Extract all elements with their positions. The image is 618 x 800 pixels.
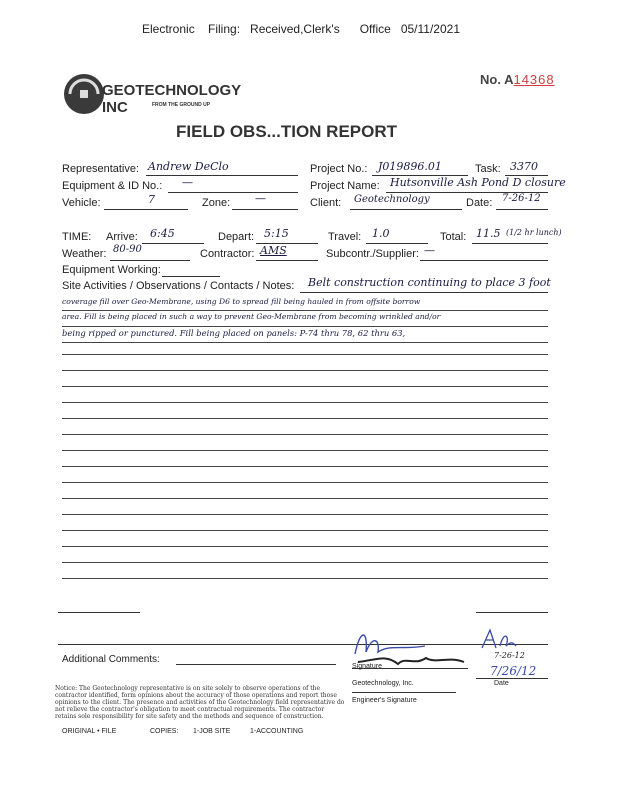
weather-label: Weather: (62, 248, 107, 260)
distribution-copies: COPIES: (150, 728, 179, 735)
date-value-2: 7/26/12 (490, 664, 537, 678)
zone-value: — (255, 192, 266, 205)
company-logo (62, 72, 241, 118)
task-label: Task: (475, 163, 501, 175)
equipment-id-label: Equipment & ID No.: (62, 180, 163, 192)
contractor-value: AMS (260, 244, 287, 257)
zone-label: Zone: (202, 197, 231, 209)
time-label: TIME: (62, 231, 92, 243)
notes-line-2: coverage fill over Geo-Membrane, using D6 to spread fill being hauled in from offsite borrow (62, 297, 421, 306)
logo-brand: GEOTECHNOLOGY INC (102, 82, 241, 116)
signature-label: Signature (352, 663, 382, 670)
notes-label: Site Activities / Observations / Contacts / Notes: (62, 280, 295, 292)
equipment-working-label: Equipment Working: (62, 264, 161, 276)
client-value: Geotechnology (354, 194, 430, 205)
project-name-value: Hutsonville Ash Pond D closure (390, 176, 566, 189)
depart-label: Depart: (218, 231, 255, 243)
logo-tagline: FROM THE GROUND UP (152, 102, 211, 108)
contractor-label: Contractor: (200, 248, 255, 260)
subcontractor-value: — (424, 244, 435, 257)
project-no-label: Project No.: (310, 163, 368, 175)
notes-line-4: being ripped or punctured. Fill being placed on panels: P-74 thru 78, 62 thru 63, (62, 328, 406, 338)
client-label: Client: (310, 197, 342, 209)
distribution-job-site: 1-JOB SITE (193, 728, 231, 735)
report-number (480, 72, 555, 87)
company-label: Geotechnology, Inc. (352, 680, 414, 687)
notes-line-3: area. Fill is being placed in such a way to prevent Geo-Membrane from becoming wrinkled and/or (62, 312, 441, 321)
report-number-value: 14368 (513, 72, 555, 87)
initials-scribble (478, 626, 518, 652)
project-name-label: Project Name: (310, 180, 380, 192)
representative-value: Andrew DeClo (148, 160, 229, 173)
subcontractor-label: Subcontr./Supplier: (326, 248, 419, 260)
representative-label: Representative: (62, 163, 140, 175)
notice-text: Notice: The Geotechnology representative is on site solely to observe operations of the contractor identified, form opinions about the accuracy of those operations and report those opinions to the client. The presence and activities of the Geotechnology field representative do not relieve the contractor's obligation to meet contractual requirements. The contractor retains sole responsibility for site safety and the methods and sequence of construction. (55, 685, 345, 720)
vehicle-value: 7 (148, 193, 155, 206)
notes-line-1: Belt construction continuing to place 3 foot (308, 276, 551, 289)
total-note: (1/2 hr lunch) (506, 228, 562, 237)
project-no-value: J019896.01 (378, 160, 442, 173)
distribution-accounting: 1-ACCOUNTING (250, 728, 304, 735)
travel-label: Travel: (328, 231, 362, 243)
travel-value: 1.0 (372, 227, 390, 240)
total-label: Total: (440, 231, 467, 243)
filing-stamp: Electronic Filing: Received,Clerk's Office 05/11/2021 (142, 22, 460, 36)
distribution-original: ORIGINAL • FILE (62, 728, 117, 735)
date-value: 7-26-12 (502, 193, 541, 204)
equipment-id-value: — (182, 176, 193, 189)
date-value-1: 7-26-12 (494, 651, 525, 660)
arrive-value: 6:45 (150, 227, 175, 240)
page-title: FIELD OBS...TION REPORT (176, 122, 398, 141)
total-value: 11.5 (476, 227, 501, 240)
logo-globe-icon (62, 72, 106, 116)
additional-comments-label: Additional Comments: (62, 654, 160, 665)
vehicle-label: Vehicle: (62, 197, 101, 209)
date-sig-label: Date (494, 680, 509, 687)
depart-value: 5:15 (264, 227, 289, 240)
task-value: 3370 (510, 160, 538, 173)
engineer-signature-label: Engineer's Signature (352, 697, 417, 704)
arrive-label: Arrive: (106, 231, 138, 243)
weather-value: 80-90 (113, 244, 142, 255)
date-label: Date: (466, 197, 493, 209)
report-number-prefix: No. A (480, 72, 514, 87)
